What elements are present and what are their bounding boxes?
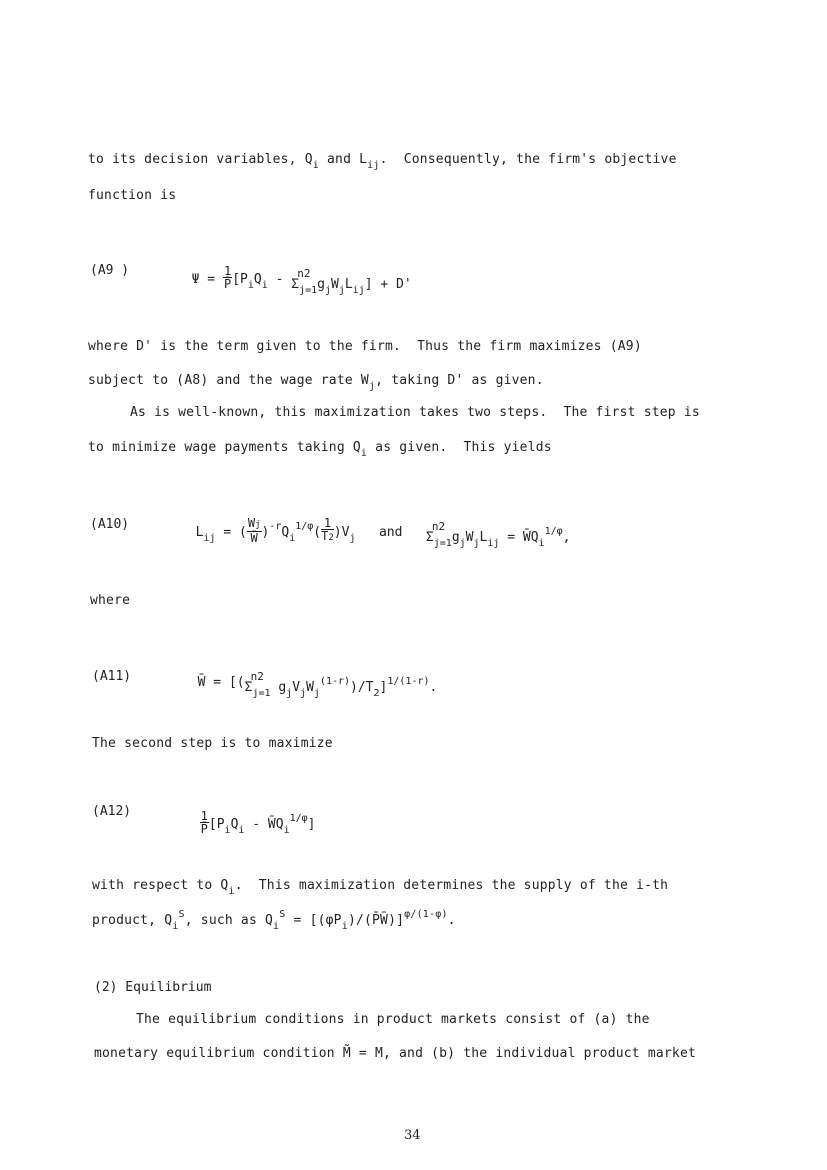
text-line: where D' is the term given to the firm. Thus the firm maximizes (A9) — [88, 339, 642, 354]
text-line: monetary equilibrium condition M̃ = M, and (b) the individual product market — [94, 1046, 697, 1061]
equation-label: (A9 ) — [90, 263, 130, 278]
text-line: The second step is to maximize — [92, 736, 333, 751]
page-number: 34 — [404, 1128, 421, 1143]
text-line: The equilibrium conditions in product markets consist of (a) the — [136, 1012, 650, 1027]
text-line: with respect to $Q_i$. This maximization determines the supply of the i-th — [92, 878, 669, 897]
equation-label: (A11) — [92, 669, 132, 684]
section-heading: (2) Equilibrium — [94, 980, 212, 995]
text-line: where — [90, 593, 131, 608]
equation-label: (A10) — [90, 517, 130, 532]
text-line: As is well-known, this maximization takes two steps. The first step is — [130, 405, 700, 420]
text-line: product, $Q_i^S$, such as $Q_i^S$ = $[(\varphi P_i)/(P̄W̄)]^{\varphi/(1-\varphi)}$. — [92, 909, 456, 932]
equation-label: (A12) — [92, 804, 132, 819]
text-line: subject to (A8) and the wage rate $W_j$, taking D' as given. — [88, 373, 544, 392]
equation-a9: Ψ = $\frac{1}{P̄}$ [$P_iQ_i$ - n2 $\Sigma_{j=1}g_jW_jL_{ij}] + D'$ — [191, 264, 412, 296]
text-line: to its decision variables, $Q_i$ and $L_{ij}$. Consequently, the firm's objective — [88, 152, 677, 171]
text-line: to minimize wage payments taking $Q_i$ as given. This yields — [88, 440, 552, 459]
equation-a12: $\frac{1}{P̄}$ [$P_iQ_i$ - $W̄Q_i^{1/\varphi}$] — [200, 809, 316, 836]
text-line: function is — [88, 188, 177, 203]
equation-a11: W̄ = [( n2 $\Sigma_{j=1}$ $g_jV_jW_j^{(1-r)})/T_2]^{1/(1-r)}$. — [197, 670, 438, 699]
equation-a10: $L_{ij}$ = ( $\frac{Wj}{W̄}$ )$^{-r}Q_i^{1/\varphi}$( $\frac{1}{T2}$ )$V_j$ and n2 $\Sigma_{j=1}g_jW_jL_{ij}$ = $W̄Q_i^{1/\varphi}$, — [195, 516, 571, 549]
